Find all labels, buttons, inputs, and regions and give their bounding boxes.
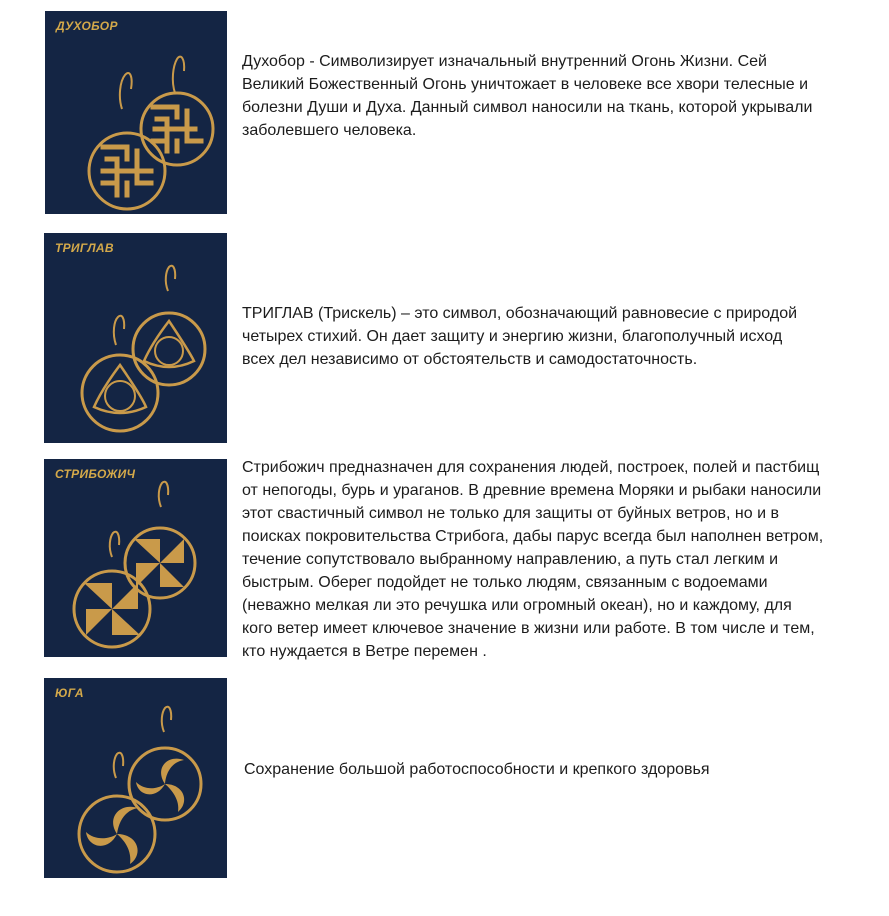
stribozhich-earrings-icon [44, 459, 227, 657]
desc-stribozhich: Стрибожич предназначен для сохранения людей, построек, полей и пастбищ от непогоды, бурь и ураганов. В древние времена Моряки и рыбаки наносили этот свастичный символ не только для защиты от буйных ветров, но и в поисках покровительства Стрибога, дабы парус всегда был наполнен ветром, течение сопутствовало выбранному направлению, а путь стал легким и быстрым. Оберег подойдет не только людям, связанным с водоемами (неважно мелкая ли это речушка или огромный океан), но и каждому, для кого ветер имеет ключевое значение в жизни или работе. В том числе и тем, кто нуждается в Ветре перемен . [242, 459, 824, 660]
panel-duhobor [45, 11, 227, 214]
panel-title-yuga: ЮГА [55, 686, 84, 700]
desc-triglav: ТРИГЛАВ (Трискель) – это символ, обозначающий равновесие с природой четырех стихий. Он дает защиту и энергию жизни, благополучный исход всех дел независимо от обстоятельств и самодостаточность. [242, 305, 798, 368]
panel-title-stribozhich: СТРИБОЖИЧ [55, 467, 136, 481]
desc-yuga: Сохранение большой работоспособности и крепкого здоровья [244, 761, 710, 778]
duhobor-earrings-icon [45, 11, 227, 214]
panel-stribozhich [44, 459, 227, 657]
triquetra-earrings-icon [44, 233, 227, 443]
yuga-spiral-earrings-icon [44, 678, 227, 878]
panel-title-triglav: ТРИГЛАВ [55, 241, 114, 255]
panel-triglav [44, 233, 227, 443]
panel-yuga [44, 678, 227, 878]
panel-title-duhobor: ДУХОБОР [56, 19, 118, 33]
desc-duhobor: Духобор - Символизирует изначальный внутренний Огонь Жизни. Сей Великий Божественный Огонь уничтожает в человеке все хвори телесные и болезни Души и Духа. Данный символ наносили на ткань, которой укрывали заболевшего человека. [242, 53, 813, 139]
